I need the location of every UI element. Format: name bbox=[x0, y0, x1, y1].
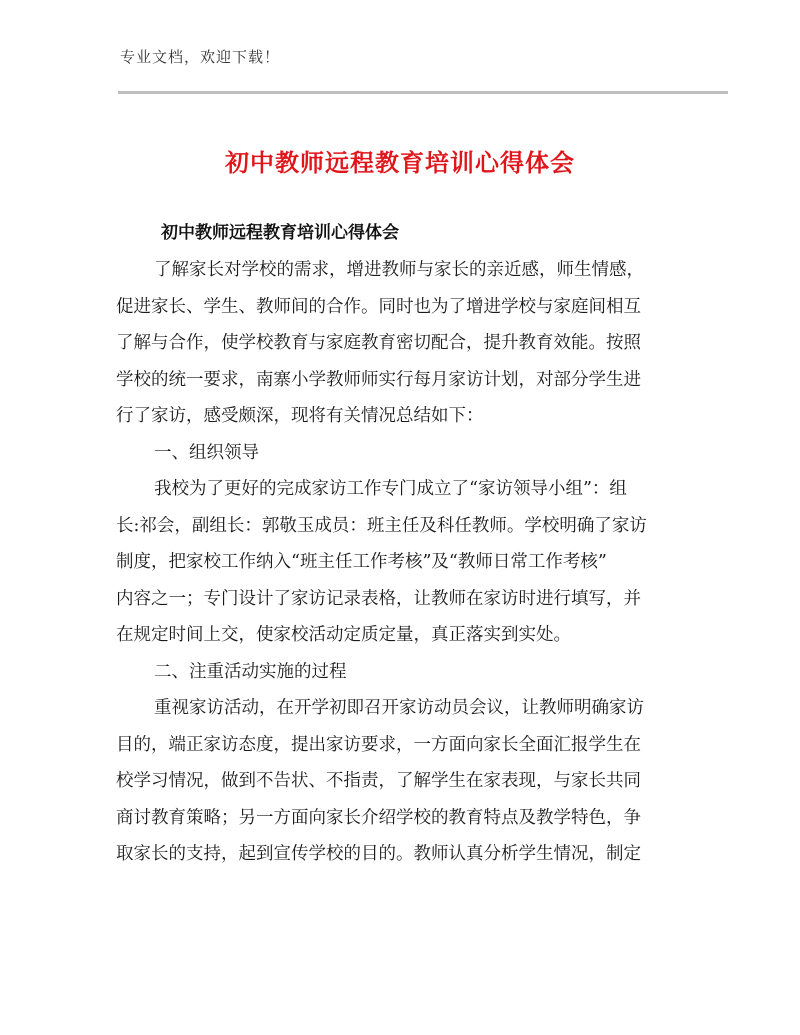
section1-paragraph bbox=[116, 471, 686, 654]
paragraph-line: 在规定时间上交，使家校活动定质定量，真正落实到实处。 bbox=[116, 625, 571, 645]
paragraph-line: 商讨教育策略；另一方面向家长介绍学校的教育特点及教学特色，争 bbox=[116, 807, 641, 828]
paragraph-line: 内容之一；专门设计了家访记录表格，让教师在家访时进行填写，并 bbox=[116, 588, 641, 609]
intro-paragraph bbox=[116, 252, 686, 435]
paragraph-line: 长:祁会，副组长：郭敬玉成员：班主任及科任教师。学校明确了家访 bbox=[116, 515, 647, 536]
paragraph-line: 促进家长、学生、教师间的合作。同时也为了增进学校与家庭间相互 bbox=[116, 296, 641, 317]
paragraph-line: 了解家长对学校的需求，增进教师与家长的亲近感，师生情感， bbox=[154, 260, 644, 280]
paragraph-line: 校学习情况，做到不告状、不指责，了解学生在家表现，与家长共同 bbox=[116, 771, 641, 791]
paragraph-line: 学校的统一要求，南寨小学教师师实行每月家访计划，对部分学生进 bbox=[116, 369, 641, 390]
paragraph-line: 目的，端正家访态度，提出家访要求，一方面向家长全面汇报学生在 bbox=[116, 734, 641, 755]
section-heading: 二、注重活动实施的过程 bbox=[154, 661, 347, 682]
paragraph-line: 了解与合作，使学校教育与家庭教育密切配合，提升教育效能。按照 bbox=[116, 333, 641, 353]
paragraph-line: 重视家访活动，在开学初即召开家访动员会议，让教师明确家访 bbox=[154, 698, 644, 718]
header-note: 专业文档，欢迎下载！ bbox=[120, 48, 281, 66]
document-title: 初中教师远程教育培训心得体会 bbox=[225, 149, 575, 177]
section-heading: 一、组织领导 bbox=[154, 442, 259, 463]
paragraph-line: 行了家访，感受颇深，现将有关情况总结如下： bbox=[116, 406, 484, 426]
paragraph-line: 我校为了更好的完成家访工作专门成立了“家访领导小组”：组 bbox=[154, 479, 627, 499]
paragraph-line: 制度，把家校工作纳入“班主任工作考核”及“教师日常工作考核” bbox=[116, 552, 607, 572]
paragraph-line: 取家长的支持，起到宣传学校的目的。教师认真分析学生情况，制定 bbox=[116, 844, 641, 864]
header-divider bbox=[118, 91, 728, 94]
document-body bbox=[116, 214, 686, 873]
section2-paragraph bbox=[116, 690, 686, 873]
document-subtitle: 初中教师远程教育培训心得体会 bbox=[161, 223, 399, 243]
